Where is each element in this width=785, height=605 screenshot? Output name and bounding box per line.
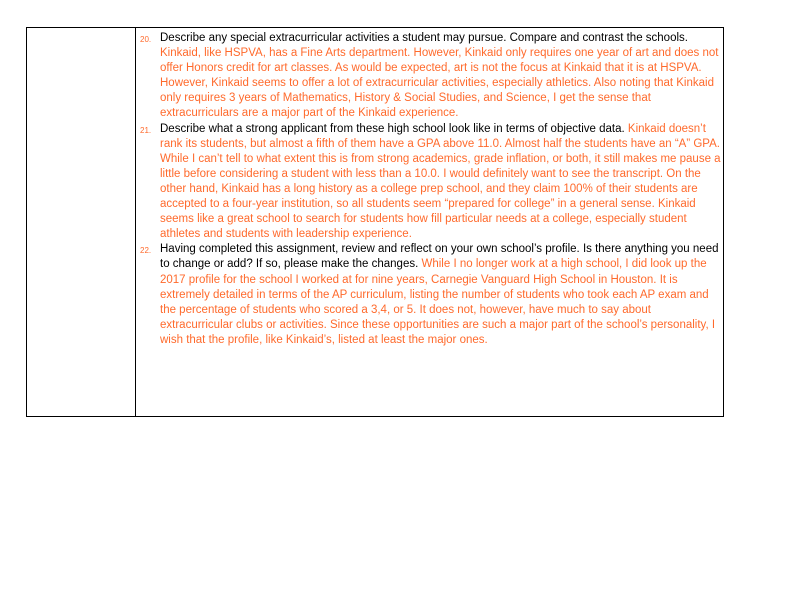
question-item-20 (140, 31, 726, 122)
question-item-22 (140, 242, 726, 348)
answer-text: Kinkaid, like HSPVA, has a Fine Arts department. However, Kinkaid only requires one year of art and does not offer Honors credit for art classes. As would be expected, art is not the focus at Kinkaid that it is at HSPVA. However, Kinkaid seems to offer a lot of extracurricular activities, especially athletics. Also noting that Kinkaid only requires 3 years of Mathematics, History & Social Studies, and Science, I get the sense that extracurriculars are a major part of the Kinkaid experience. (160, 47, 719, 120)
question-text: Describe any special extracurricular activities a student may pursue. Compare and contrast the schools. (160, 32, 688, 44)
question-text: Describe what a strong applicant from these high school look like in terms of objective data. (160, 122, 625, 135)
question-item-21 (140, 122, 726, 243)
question-number: 22. (140, 246, 152, 256)
answer-text: Kinkaid doesn’t rank its students, but almost a fifth of them have a GPA above 11.0. Almost half the students have an “A” GPA. While I can’t tell to what extent this is from strong academics, grade inflation, or both, it still makes me pause a little before considering a student with less than a 10.0. I would definitely want to see the transcript. On the other hand, Kinkaid has a long history as a college prep school, and they claim 100% of their students are accepted to a four-year institution, so all students seem “prepared for college” in a general sense. Kinkaid seems like a great school to search for students how fill particular needs at a college, especially student athletes and students with leadership experience. (160, 122, 721, 241)
question-number: 20. (140, 35, 152, 44)
question-list (140, 31, 726, 348)
question-number: 21. (140, 125, 152, 135)
answer-text: While I no longer work at a high school, I did look up the 2017 profile for the school I worked at for nine years, Carnegie Vanguard High School in Houston. It is extremely detailed in terms of the AP curriculum, listing the number of students who took each AP exam and the percentage of students who scored a 3,4, or 5. It does not, however, have much to say about extracurricular clubs or activities. Since these opportunities are such a major part of the school’s personality, I wish that the profile, like Kinkaid’s, listed at least the major ones. (160, 258, 716, 346)
table-left-cell (27, 28, 136, 416)
question-text: Having completed this assignment, review and reflect on your own school’s profile. Is there anything you need to change or add? If so, please make the changes. (160, 243, 719, 271)
document-table (26, 27, 724, 417)
table-right-cell (136, 28, 723, 416)
